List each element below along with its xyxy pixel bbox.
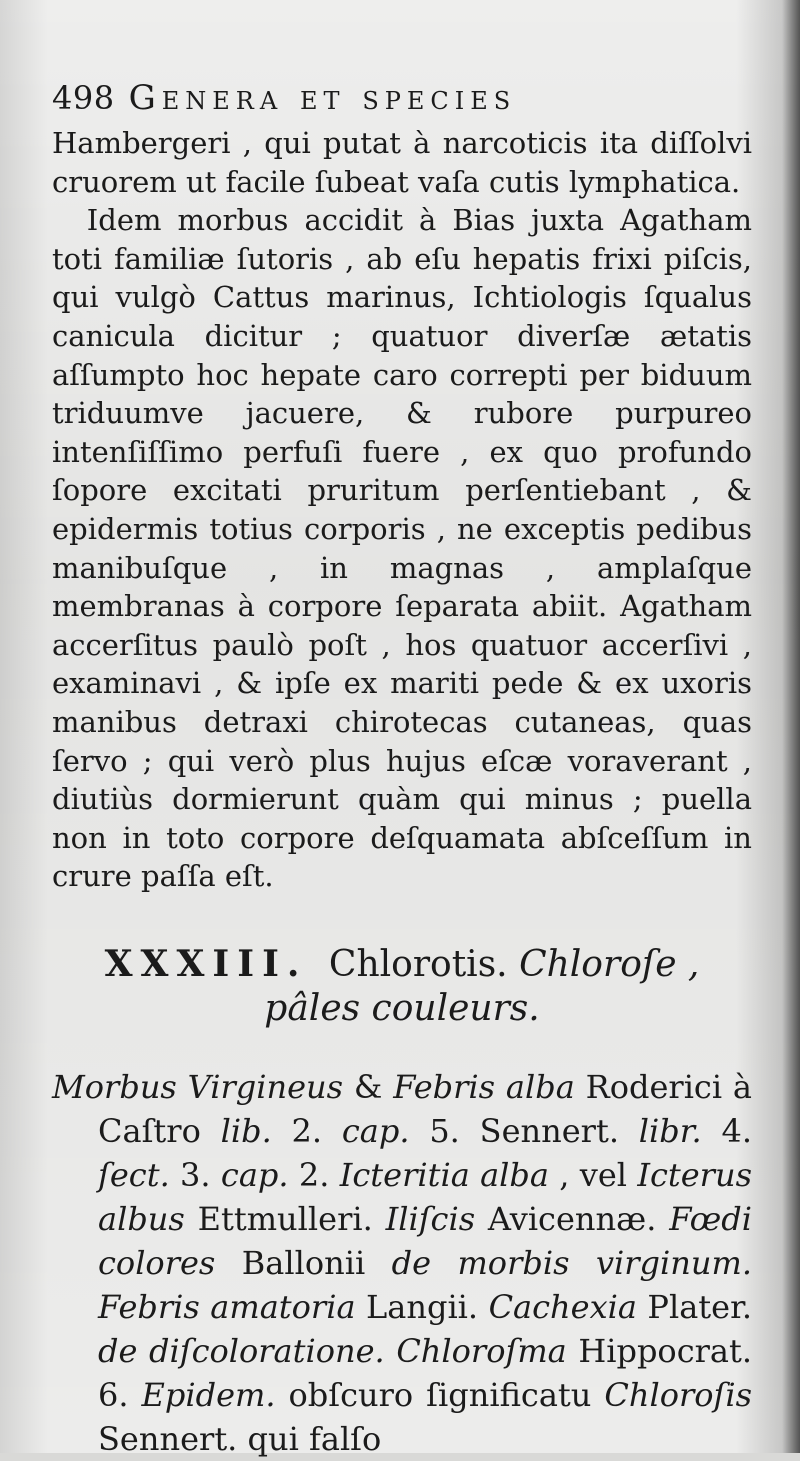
synonym-segment: lib. (220, 1111, 272, 1150)
synonym-segment: obſcuro ſignificatu (275, 1375, 605, 1414)
synonym-segment: cap. (341, 1111, 410, 1150)
page-header (52, 78, 752, 118)
synonym-segment: de morbis virginum. (391, 1243, 752, 1282)
synonym-segment: ſect. (98, 1155, 170, 1194)
synonym-segment: 2. (288, 1155, 340, 1194)
synonym-segment: Cachexia (488, 1287, 637, 1326)
synonym-segment: & (343, 1067, 394, 1106)
synonym-segment: Hippocrat. 6. (98, 1331, 753, 1414)
synonym-segment: Fœdi colores (98, 1199, 753, 1282)
synonym-segment: Ballonii (215, 1243, 392, 1282)
synonym-segment: Febris alba (393, 1067, 575, 1106)
page-edge-shadow (782, 0, 800, 1453)
running-title: Genera et species (128, 78, 517, 118)
section-french-name: Chloroſe , pâles couleurs. (264, 943, 700, 1029)
synonym-segment: libr. (638, 1111, 702, 1150)
synonym-segment: Chloroſma (396, 1331, 567, 1370)
synonym-segment: Ettmulleri. (184, 1199, 386, 1238)
synonym-segment: 2. (271, 1111, 342, 1150)
body-text (52, 124, 752, 896)
synonym-segment: Plater. (636, 1287, 753, 1326)
synonym-segment: Epidem. (141, 1375, 276, 1414)
synonym-segment: Icteritia alba (339, 1155, 549, 1194)
section-latin-name: Chlorotis. (328, 943, 508, 985)
synonym-segment: 4. (701, 1111, 753, 1150)
paragraph: Idem morbus accidit à Bias juxta Agatham toti familiæ ſutoris , ab eſu hepatis frixi piſcis, qui vulgò Cattus marinus, Ichtiologis ſqualus canicula dicitur ; quatuor diverſæ ætatis aſſumpto hoc hepate caro correpti per biduum triduumve jacuere, & rubore purpureo intenſiſſimo perfuſi fuere , ex quo profundo ſopore excitati pruritum perſentiebant , & epidermis totius corporis , ne exceptis pedibus manibuſque , in magnas , amplaſque membranas à corpore ſeparata abiit. Agatham accerſitus paulò poſt , hos quatuor accerſivi , examinavi , & ipſe ex mariti pede & ex uxoris manibus detraxi chirotecas cutaneas, quas ſervo ; qui verò plus hujus eſcæ voraverant , diutiùs dormierunt quàm qui minus ; puella non in toto corpore deſquamata abſceſſum in crure paſſa eſt. (52, 203, 752, 894)
synonym-segment (385, 1332, 397, 1370)
synonym-segment: , vel (548, 1155, 638, 1194)
synonym-segment: Avicennæ. (475, 1199, 670, 1238)
page-number: 498 (52, 79, 115, 117)
synonym-segment: 5. Sennert. (409, 1111, 639, 1150)
synonym-segment: Morbus Virgineus (52, 1067, 344, 1106)
synonym-segment: de diſcoloratione. (98, 1331, 385, 1370)
synonym-segment: Iliſcis (385, 1199, 476, 1238)
synonym-segment: cap. (220, 1155, 289, 1194)
section-number: XXXIII. (104, 942, 308, 985)
synonym-segment: Langii. (355, 1287, 489, 1326)
synonym-segment: Sennert. qui falſo (98, 1419, 382, 1458)
page-content (52, 78, 752, 1461)
synonyms-paragraph (52, 1065, 752, 1461)
synonym-segment: Roderici à Caſtro (98, 1067, 753, 1150)
section-heading (52, 942, 752, 1031)
synonym-segment: Chloroſis (604, 1375, 753, 1414)
synonym-segment: 3. (169, 1155, 221, 1194)
paragraph: Hambergeri , qui putat à narcoticis ita diſſolvi cruorem ut facile ſubeat vaſa cutis lymphatica. (52, 126, 752, 199)
synonym-segment: Icterus albus (98, 1155, 752, 1238)
synonym-segment: Febris amatoria (98, 1287, 356, 1326)
